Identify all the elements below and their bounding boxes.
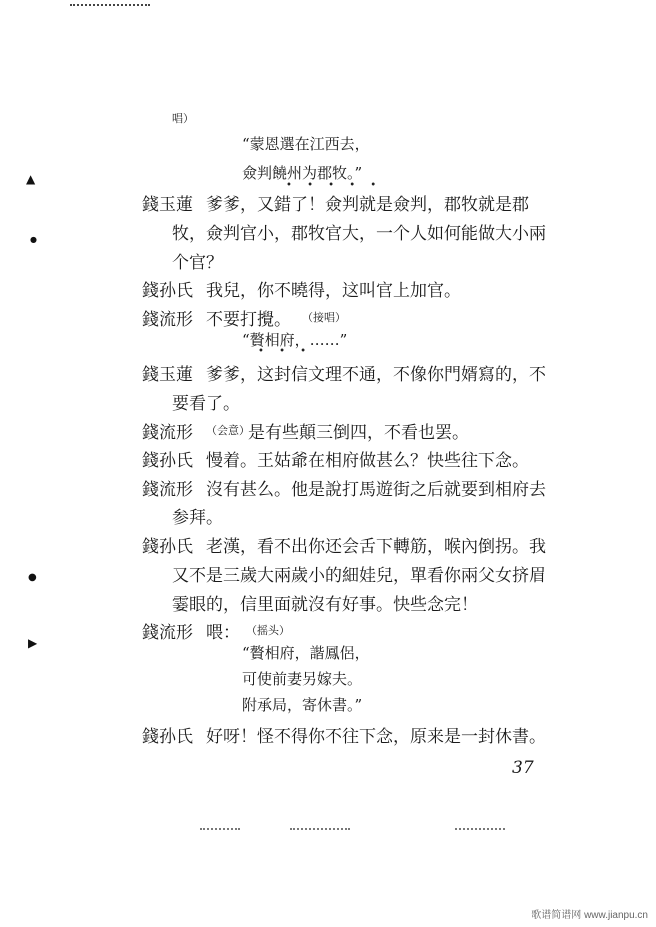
- scan-dots: [290, 828, 350, 832]
- dialogue-text: 喂：: [206, 623, 240, 643]
- margin-dot-mark: ●: [28, 572, 37, 583]
- speaker-name: 錢孙氏: [142, 451, 193, 471]
- verse-line: “蒙恩選在江西去，: [242, 135, 370, 153]
- dialogue-text: 好呀！怪不得你不往下念，原来是一封休書。: [206, 727, 546, 747]
- verse-line: “贅相府，……”: [242, 331, 348, 349]
- stage-note: 唱）: [172, 112, 194, 125]
- dialogue-text: 霎眼的，信里面就沒有好事。快些念完！: [172, 595, 478, 615]
- watermark: 歌谱简谱网 www.jianpu.cn: [531, 910, 648, 921]
- dialogue-text: 沒有甚么。他是說打馬遊街之后就要到相府去: [206, 480, 546, 500]
- dialogue-text: 个官？: [172, 253, 223, 273]
- stage-note: （摇头）: [246, 624, 290, 637]
- dialogue-text: 是有些顛三倒四，不看也罢。: [248, 423, 469, 443]
- emphasis-dots: • • •: [258, 346, 313, 357]
- speaker-name: 錢流形: [142, 480, 193, 500]
- margin-arrow-mark: ▲: [26, 172, 36, 186]
- dialogue-text: 我兒，你不曉得，这叫官上加官。: [206, 281, 461, 301]
- verse-line: 僉判饒州为郡牧。”: [242, 164, 363, 182]
- margin-dot-mark: ●: [30, 235, 37, 244]
- speaker-name: 錢流形: [142, 423, 193, 443]
- scan-edge-mark: [70, 0, 150, 6]
- verse-line: 可使前妻另嫁夫。: [242, 670, 363, 688]
- speaker-name: 錢玉蓮: [142, 195, 193, 215]
- dialogue-text: 又不是三歲大兩歲小的細娃兒，單看你兩父女挤眉: [172, 566, 546, 586]
- margin-arrow-mark: ▶: [28, 636, 38, 650]
- dialogue-text: 爹爹，这封信文理不通，不像你門婿寫的，不: [206, 365, 546, 385]
- dialogue-text: 不要打攪。: [206, 310, 291, 330]
- page-number: 37: [512, 758, 534, 778]
- dialogue-text: 牧，僉判官小，郡牧官大，一个人如何能做大小兩: [172, 224, 546, 244]
- speaker-name: 錢孙氏: [142, 727, 193, 747]
- stage-note: （接唱）: [302, 311, 346, 324]
- speaker-name: 錢玉蓮: [142, 365, 193, 385]
- speaker-name: 錢流形: [142, 310, 193, 330]
- dialogue-text: 爹爹，又錯了！僉判就是僉判，郡牧就是郡: [206, 195, 529, 215]
- speaker-name: 錢流形: [142, 623, 193, 643]
- dialogue-text: 慢着。王姑爺在相府做甚么？快些往下念。: [206, 451, 529, 471]
- scan-dots: [455, 828, 505, 832]
- dialogue-text: 老漢，看不出你还会舌下轉筋，喉內倒拐。我: [206, 537, 546, 557]
- speaker-name: 錢孙氏: [142, 537, 193, 557]
- scan-dots: [200, 828, 240, 832]
- speaker-name: 錢孙氏: [142, 281, 193, 301]
- emphasis-dots: • • • • •: [286, 180, 383, 191]
- stage-note: （会意）: [206, 424, 250, 437]
- verse-line: 附承局，寄休書。”: [242, 696, 363, 714]
- dialogue-text: 要看了。: [172, 394, 240, 414]
- dialogue-text: 参拜。: [172, 508, 223, 528]
- verse-line: “贅相府，諧鳳侶，: [242, 644, 370, 662]
